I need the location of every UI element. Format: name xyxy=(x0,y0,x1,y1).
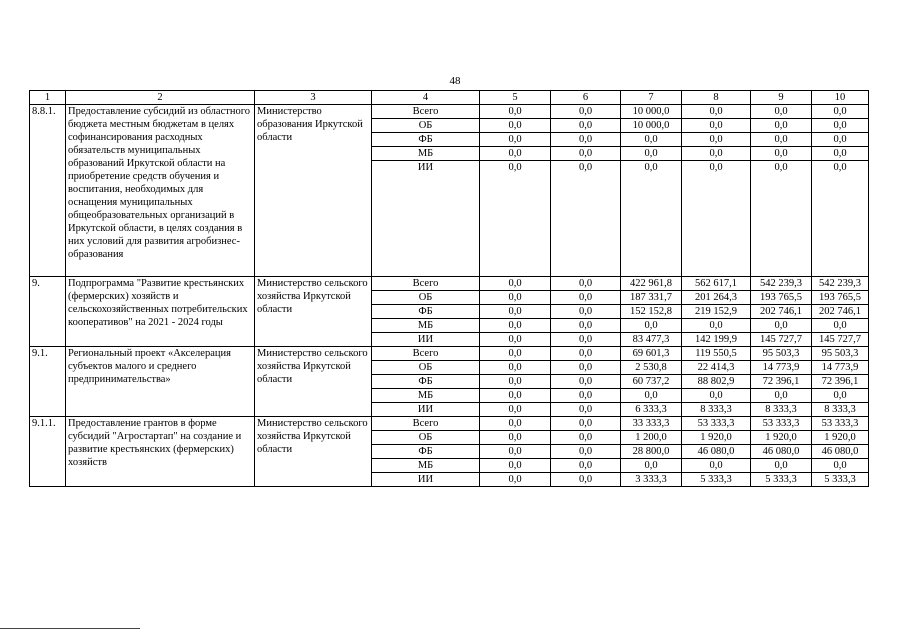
value-cell: 0,0 xyxy=(812,161,869,277)
value-cell: 14 773,9 xyxy=(812,361,869,375)
value-cell: 0,0 xyxy=(751,389,812,403)
value-cell: 0,0 xyxy=(480,161,551,277)
value-cell: 0,0 xyxy=(480,417,551,431)
value-cell: 0,0 xyxy=(480,291,551,305)
funding-source-cell: ФБ xyxy=(372,133,480,147)
value-cell: 0,0 xyxy=(480,319,551,333)
value-cell: 72 396,1 xyxy=(812,375,869,389)
value-cell: 0,0 xyxy=(551,459,621,473)
value-cell: 0,0 xyxy=(551,119,621,133)
value-cell: 0,0 xyxy=(682,319,751,333)
value-cell: 0,0 xyxy=(551,473,621,487)
row-name: Предоставление грантов в форме субсидий "Агростартап" на создание и развитие крестьянских (фермерских) хозяйств xyxy=(66,417,255,487)
value-cell: 201 264,3 xyxy=(682,291,751,305)
funding-source-cell: МБ xyxy=(372,147,480,161)
value-cell: 202 746,1 xyxy=(812,305,869,319)
value-cell: 145 727,7 xyxy=(751,333,812,347)
table-row xyxy=(30,277,869,291)
value-cell: 0,0 xyxy=(751,319,812,333)
row-code: 9.1.1. xyxy=(30,417,66,487)
value-cell: 193 765,5 xyxy=(751,291,812,305)
value-cell: 83 477,3 xyxy=(621,333,682,347)
value-cell: 28 800,0 xyxy=(621,445,682,459)
value-cell: 0,0 xyxy=(682,119,751,133)
value-cell: 60 737,2 xyxy=(621,375,682,389)
value-cell: 0,0 xyxy=(480,347,551,361)
value-cell: 69 601,3 xyxy=(621,347,682,361)
value-cell: 0,0 xyxy=(621,147,682,161)
funding-source-cell: МБ xyxy=(372,319,480,333)
bottom-rule xyxy=(0,628,140,629)
value-cell: 1 200,0 xyxy=(621,431,682,445)
value-cell: 0,0 xyxy=(480,305,551,319)
funding-source-cell: Всего xyxy=(372,347,480,361)
value-cell: 0,0 xyxy=(751,105,812,119)
value-cell: 0,0 xyxy=(682,105,751,119)
value-cell: 53 333,3 xyxy=(751,417,812,431)
value-cell: 0,0 xyxy=(551,333,621,347)
funding-source-cell: ИИ xyxy=(372,473,480,487)
value-cell: 219 152,9 xyxy=(682,305,751,319)
value-cell: 1 920,0 xyxy=(812,431,869,445)
header-cell: 6 xyxy=(551,91,621,105)
table-row xyxy=(30,105,869,119)
value-cell: 0,0 xyxy=(551,133,621,147)
budget-table xyxy=(29,90,869,487)
row-executor: Министерство сельского хозяйства Иркутской области xyxy=(255,417,372,487)
value-cell: 0,0 xyxy=(480,445,551,459)
value-cell: 33 333,3 xyxy=(621,417,682,431)
value-cell: 0,0 xyxy=(551,347,621,361)
table-row xyxy=(30,417,869,431)
value-cell: 5 333,3 xyxy=(812,473,869,487)
value-cell: 6 333,3 xyxy=(621,403,682,417)
value-cell: 72 396,1 xyxy=(751,375,812,389)
funding-source-cell: МБ xyxy=(372,389,480,403)
value-cell: 88 802,9 xyxy=(682,375,751,389)
row-name: Предоставление субсидий из областного бюджета местным бюджетам в целях софинансирования расходных обязательств муниципальных образований Иркутской области на приобретение средств обучения и воспитания, необходимых для оснащения муниципальных общеобразовательных организаций в Иркутской области, в целях создания в них условий для развития агробизнес-образования xyxy=(66,105,255,277)
value-cell: 0,0 xyxy=(480,147,551,161)
value-cell: 95 503,3 xyxy=(751,347,812,361)
value-cell: 0,0 xyxy=(551,417,621,431)
value-cell: 3 333,3 xyxy=(621,473,682,487)
funding-source-cell: ОБ xyxy=(372,119,480,133)
value-cell: 8 333,3 xyxy=(812,403,869,417)
value-cell: 152 152,8 xyxy=(621,305,682,319)
value-cell: 10 000,0 xyxy=(621,119,682,133)
value-cell: 14 773,9 xyxy=(751,361,812,375)
value-cell: 0,0 xyxy=(621,459,682,473)
row-name: Региональный проект «Акселерация субъектов малого и среднего предпринимательства» xyxy=(66,347,255,417)
value-cell: 0,0 xyxy=(551,161,621,277)
funding-source-cell: ИИ xyxy=(372,333,480,347)
value-cell: 0,0 xyxy=(812,389,869,403)
funding-source-cell: МБ xyxy=(372,459,480,473)
row-executor: Министерство сельского хозяйства Иркутской области xyxy=(255,277,372,347)
value-cell: 8 333,3 xyxy=(682,403,751,417)
value-cell: 0,0 xyxy=(751,133,812,147)
value-cell: 0,0 xyxy=(812,319,869,333)
value-cell: 0,0 xyxy=(812,459,869,473)
value-cell: 0,0 xyxy=(751,459,812,473)
value-cell: 0,0 xyxy=(480,375,551,389)
value-cell: 0,0 xyxy=(682,147,751,161)
value-cell: 1 920,0 xyxy=(751,431,812,445)
value-cell: 0,0 xyxy=(751,119,812,133)
value-cell: 10 000,0 xyxy=(621,105,682,119)
row-name: Подпрограмма "Развитие крестьянских (фермерских) хозяйств и сельскохозяйственных потребительских кооперативов" на 2021 - 2024 годы xyxy=(66,277,255,347)
value-cell: 187 331,7 xyxy=(621,291,682,305)
funding-source-cell: ОБ xyxy=(372,431,480,445)
value-cell: 0,0 xyxy=(682,133,751,147)
value-cell: 0,0 xyxy=(682,459,751,473)
value-cell: 0,0 xyxy=(682,161,751,277)
value-cell: 0,0 xyxy=(812,133,869,147)
value-cell: 0,0 xyxy=(551,147,621,161)
row-code: 9.1. xyxy=(30,347,66,417)
header-cell: 8 xyxy=(682,91,751,105)
value-cell: 0,0 xyxy=(621,133,682,147)
value-cell: 0,0 xyxy=(480,333,551,347)
value-cell: 53 333,3 xyxy=(682,417,751,431)
funding-source-cell: Всего xyxy=(372,277,480,291)
table-row xyxy=(30,347,869,361)
value-cell: 0,0 xyxy=(621,319,682,333)
header-cell: 5 xyxy=(480,91,551,105)
value-cell: 0,0 xyxy=(551,277,621,291)
value-cell: 0,0 xyxy=(480,361,551,375)
value-cell: 202 746,1 xyxy=(751,305,812,319)
header-cell: 2 xyxy=(66,91,255,105)
value-cell: 0,0 xyxy=(812,105,869,119)
value-cell: 22 414,3 xyxy=(682,361,751,375)
value-cell: 95 503,3 xyxy=(812,347,869,361)
value-cell: 0,0 xyxy=(551,105,621,119)
value-cell: 0,0 xyxy=(551,361,621,375)
value-cell: 0,0 xyxy=(480,119,551,133)
value-cell: 0,0 xyxy=(812,119,869,133)
value-cell: 0,0 xyxy=(551,431,621,445)
value-cell: 0,0 xyxy=(480,459,551,473)
funding-source-cell: ФБ xyxy=(372,445,480,459)
value-cell: 0,0 xyxy=(480,105,551,119)
value-cell: 119 550,5 xyxy=(682,347,751,361)
value-cell: 0,0 xyxy=(480,431,551,445)
value-cell: 142 199,9 xyxy=(682,333,751,347)
value-cell: 46 080,0 xyxy=(812,445,869,459)
value-cell: 193 765,5 xyxy=(812,291,869,305)
funding-source-cell: ОБ xyxy=(372,361,480,375)
header-cell: 1 xyxy=(30,91,66,105)
value-cell: 0,0 xyxy=(551,445,621,459)
value-cell: 542 239,3 xyxy=(812,277,869,291)
value-cell: 0,0 xyxy=(551,389,621,403)
header-row xyxy=(30,91,869,105)
value-cell: 0,0 xyxy=(751,161,812,277)
value-cell: 0,0 xyxy=(551,375,621,389)
value-cell: 0,0 xyxy=(621,161,682,277)
value-cell: 0,0 xyxy=(751,147,812,161)
value-cell: 5 333,3 xyxy=(751,473,812,487)
value-cell: 0,0 xyxy=(812,147,869,161)
header-cell: 7 xyxy=(621,91,682,105)
funding-source-cell: ФБ xyxy=(372,375,480,389)
funding-source-cell: ИИ xyxy=(372,403,480,417)
value-cell: 0,0 xyxy=(551,305,621,319)
value-cell: 0,0 xyxy=(621,389,682,403)
value-cell: 422 961,8 xyxy=(621,277,682,291)
header-cell: 10 xyxy=(812,91,869,105)
funding-source-cell: ОБ xyxy=(372,291,480,305)
funding-source-cell: ИИ xyxy=(372,161,480,277)
row-code: 8.8.1. xyxy=(30,105,66,277)
value-cell: 0,0 xyxy=(480,473,551,487)
value-cell: 46 080,0 xyxy=(682,445,751,459)
value-cell: 0,0 xyxy=(551,291,621,305)
value-cell: 8 333,3 xyxy=(751,403,812,417)
value-cell: 0,0 xyxy=(480,277,551,291)
funding-source-cell: ФБ xyxy=(372,305,480,319)
value-cell: 1 920,0 xyxy=(682,431,751,445)
table-body xyxy=(30,91,869,487)
value-cell: 0,0 xyxy=(682,389,751,403)
funding-source-cell: Всего xyxy=(372,105,480,119)
value-cell: 542 239,3 xyxy=(751,277,812,291)
value-cell: 0,0 xyxy=(551,403,621,417)
value-cell: 2 530,8 xyxy=(621,361,682,375)
value-cell: 53 333,3 xyxy=(812,417,869,431)
value-cell: 0,0 xyxy=(551,319,621,333)
header-cell: 4 xyxy=(372,91,480,105)
value-cell: 0,0 xyxy=(480,403,551,417)
funding-source-cell: Всего xyxy=(372,417,480,431)
row-code: 9. xyxy=(30,277,66,347)
value-cell: 562 617,1 xyxy=(682,277,751,291)
value-cell: 5 333,3 xyxy=(682,473,751,487)
value-cell: 0,0 xyxy=(480,389,551,403)
header-cell: 3 xyxy=(255,91,372,105)
row-executor: Министерство образования Иркутской области xyxy=(255,105,372,277)
header-cell: 9 xyxy=(751,91,812,105)
value-cell: 0,0 xyxy=(480,133,551,147)
page-number: 48 xyxy=(449,75,461,87)
value-cell: 145 727,7 xyxy=(812,333,869,347)
value-cell: 46 080,0 xyxy=(751,445,812,459)
row-executor: Министерство сельского хозяйства Иркутской области xyxy=(255,347,372,417)
